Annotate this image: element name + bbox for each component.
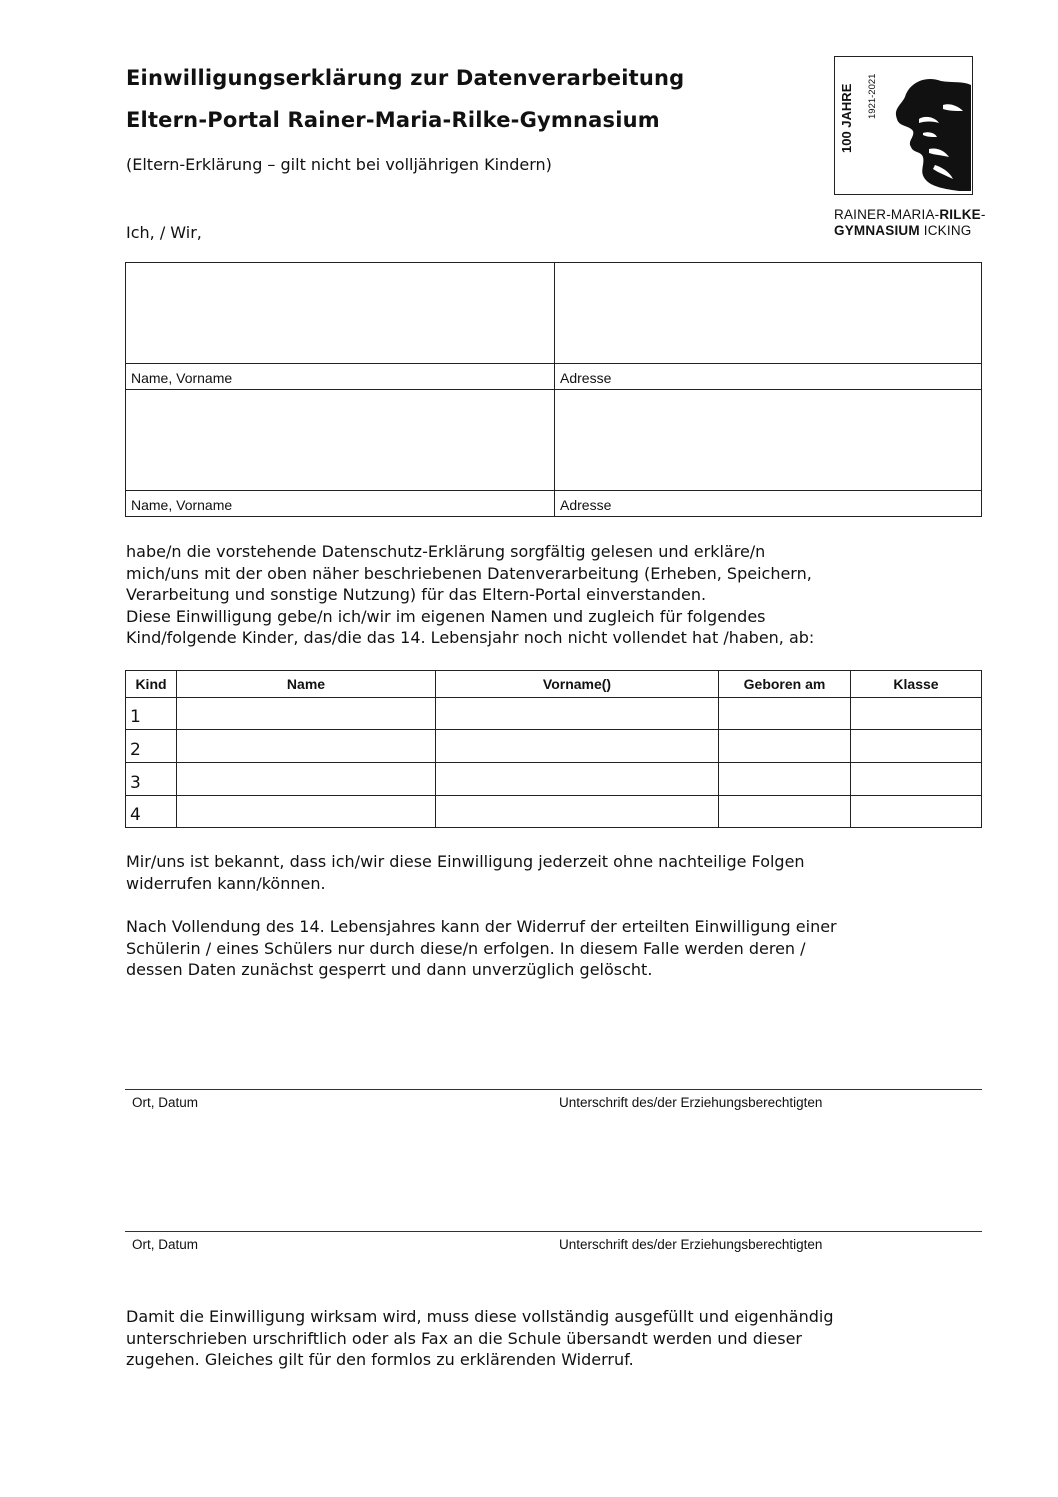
logo-frame — [834, 56, 973, 195]
final-line: zugehen. Gleiches gilt für den formlos zu erklärenden Widerruf. — [126, 1350, 634, 1370]
table-row — [126, 730, 982, 763]
child-birthdate-field[interactable] — [719, 730, 851, 763]
child-class-field[interactable] — [851, 763, 982, 796]
age-line: Schülerin / eines Schülers nur durch diese/n erfolgen. In diesem Falle werden deren / — [126, 938, 806, 958]
signature-line[interactable] — [125, 1231, 982, 1232]
header-geboren-am: Geboren am — [719, 671, 851, 698]
consent-line: mich/uns mit der oben näher beschriebenen Datenverarbeitung (Erheben, Speichern, — [126, 563, 812, 583]
final-line: unterschrieben urschriftlich oder als Fax an die Schule übersandt werden und dieser — [126, 1328, 802, 1348]
parent1-address-field[interactable] — [555, 263, 982, 364]
consent-line: Diese Einwilligung gebe/n ich/wir im eigenen Namen und zugleich für folgendes — [126, 606, 766, 626]
logo-text-suffix: - — [980, 207, 986, 222]
child-firstname-field[interactable] — [436, 763, 719, 796]
header-klasse: Klasse — [851, 671, 982, 698]
kind-number: 3 — [126, 763, 177, 796]
parent2-name-label: Name, Vorname — [126, 491, 555, 517]
consent-line: Kind/folgende Kinder, das/die das 14. Lebensjahr noch nicht vollendet hat /haben, ab: — [126, 628, 815, 648]
logo-text-prefix: RAINER-MARIA- — [834, 207, 940, 222]
place-date-label: Ort, Datum — [132, 1095, 199, 1110]
consent-line: Verarbeitung und sonstige Nutzung) für das Eltern-Portal einverstanden. — [126, 585, 707, 605]
child-birthdate-field[interactable] — [719, 796, 851, 828]
child-name-field[interactable] — [177, 730, 436, 763]
header-name: Name — [177, 671, 436, 698]
table-row — [126, 698, 982, 730]
consent-line: habe/n die vorstehende Datenschutz-Erklärung sorgfältig gelesen und erkläre/n — [126, 542, 766, 561]
logo-text-bold: GYMNASIUM — [834, 223, 920, 238]
revocation-paragraph — [126, 851, 805, 894]
parent2-address-field[interactable] — [555, 390, 982, 491]
child-name-field[interactable] — [177, 698, 436, 730]
child-name-field[interactable] — [177, 763, 436, 796]
parent-declaration-note: (Eltern-Erklärung – gilt nicht bei volljährigen Kindern) — [126, 155, 552, 174]
signature-line[interactable] — [125, 1089, 982, 1090]
parents-table — [125, 262, 982, 517]
age-line: dessen Daten zunächst gesperrt und dann unverzüglich gelöscht. — [126, 960, 653, 980]
logo-school-name-line1 — [834, 207, 986, 222]
logo-text-bold: RILKE — [939, 207, 981, 222]
logo-school-name-line2 — [834, 223, 971, 238]
parent1-name-field[interactable] — [126, 263, 555, 364]
header-kind: Kind — [126, 671, 177, 698]
parent2-address-label: Adresse — [555, 491, 982, 517]
children-table — [125, 670, 982, 828]
logo-dates: 1921-2021 — [867, 73, 878, 119]
consent-paragraph — [126, 541, 814, 649]
table-row — [126, 796, 982, 828]
intro-text: Ich, / Wir, — [126, 223, 202, 242]
revocation-line: Mir/uns ist bekannt, dass ich/wir diese Einwilligung jederzeit ohne nachteilige Folgen — [126, 852, 805, 871]
final-paragraph — [126, 1306, 833, 1371]
document-title: Einwilligungserklärung zur Datenverarbeitung — [126, 66, 685, 90]
school-logo — [834, 56, 986, 246]
rilke-portrait-icon — [879, 75, 971, 193]
child-firstname-field[interactable] — [436, 730, 719, 763]
parent2-name-field[interactable] — [126, 390, 555, 491]
age-paragraph — [126, 916, 837, 981]
child-class-field[interactable] — [851, 698, 982, 730]
revocation-line: widerrufen kann/können. — [126, 873, 326, 893]
signature-label: Unterschrift des/der Erziehungsberechtigten — [559, 1237, 823, 1252]
child-birthdate-field[interactable] — [719, 698, 851, 730]
kind-number: 2 — [126, 730, 177, 763]
child-firstname-field[interactable] — [436, 698, 719, 730]
child-name-field[interactable] — [177, 796, 436, 828]
document-subtitle: Eltern-Portal Rainer-Maria-Rilke-Gymnasium — [126, 108, 660, 132]
table-row — [126, 763, 982, 796]
final-line: Damit die Einwilligung wirksam wird, muss diese vollständig ausgefüllt und eigenhändig — [126, 1307, 834, 1326]
kind-number: 1 — [126, 698, 177, 730]
child-birthdate-field[interactable] — [719, 763, 851, 796]
parent1-address-label: Adresse — [555, 364, 982, 390]
logo-text-suffix: ICKING — [919, 223, 972, 238]
logo-years: 100 JAHRE — [839, 83, 854, 153]
kind-number: 4 — [126, 796, 177, 828]
place-date-label: Ort, Datum — [132, 1237, 199, 1252]
child-class-field[interactable] — [851, 730, 982, 763]
age-line: Nach Vollendung des 14. Lebensjahres kann der Widerruf der erteilten Einwilligung einer — [126, 917, 837, 936]
signature-label: Unterschrift des/der Erziehungsberechtigten — [559, 1095, 823, 1110]
child-firstname-field[interactable] — [436, 796, 719, 828]
child-class-field[interactable] — [851, 796, 982, 828]
header-vorname: Vorname() — [436, 671, 719, 698]
parent1-name-label: Name, Vorname — [126, 364, 555, 390]
